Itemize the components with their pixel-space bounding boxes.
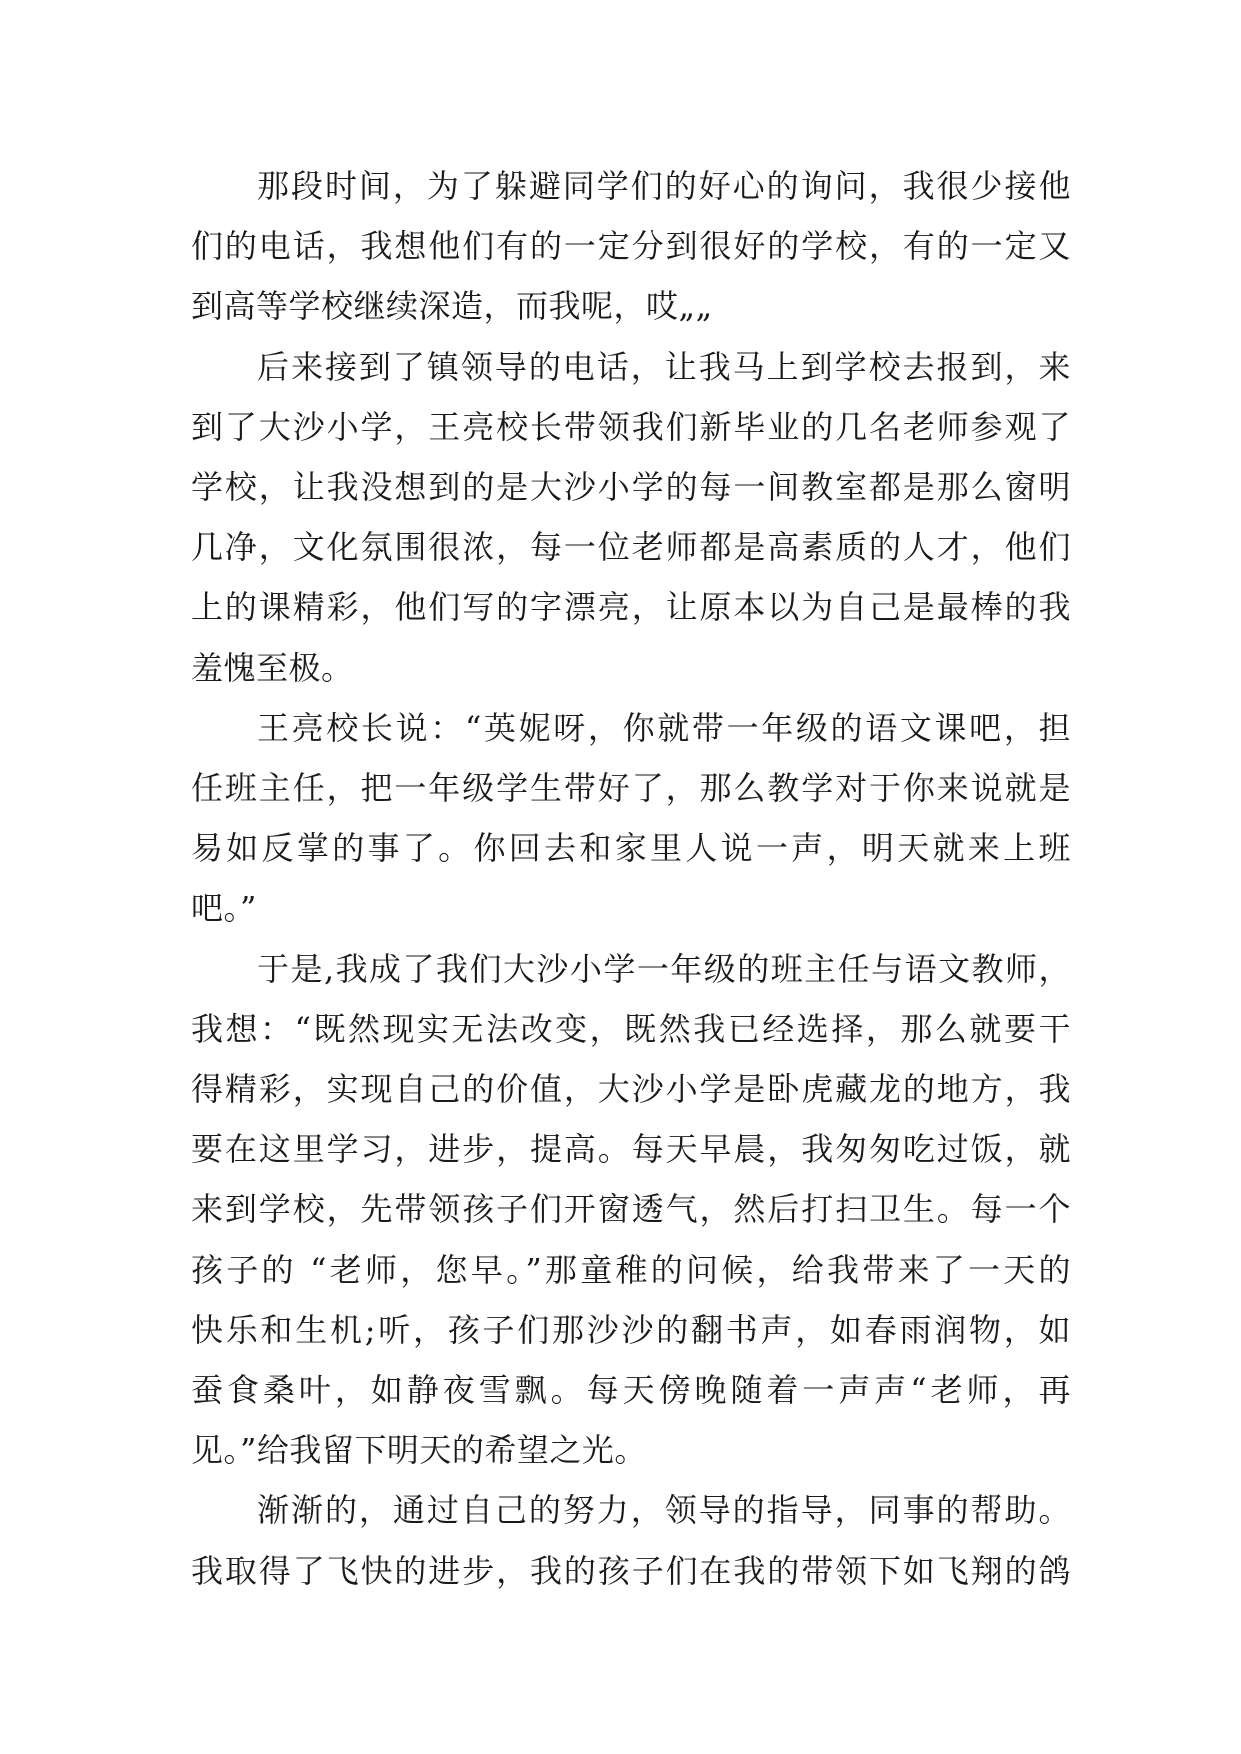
text-line: 于是,我成了我们大沙小学一年级的班主任与语文教师，: [257, 949, 1071, 988]
text-line: 几净，文化氛围很浓，每一位老师都是高素质的人才，他们: [191, 528, 1071, 567]
text-line: 学校，让我没想到的是大沙小学的每一间教室都是那么窗明: [191, 468, 1071, 507]
paragraph: [191, 698, 1071, 939]
text-line: 孩子的 “老师，您早。”那童稚的问候，给我带来了一天的: [191, 1250, 1071, 1289]
text-line: 易如反掌的事了。你回去和家里人说一声，明天就来上班: [191, 829, 1071, 868]
paragraph: [191, 939, 1071, 1481]
text-line: 蚕食桑叶，如静夜雪飘。每天傍晚随着一声声“老师，再: [191, 1371, 1071, 1410]
text-line: 到了大沙小学，王亮校长带领我们新毕业的几名老师参观了: [191, 407, 1071, 446]
text-line: 快乐和生机;听，孩子们那沙沙的翻书声，如春雨润物，如: [191, 1310, 1071, 1349]
text-line: 任班主任，把一年级学生带好了，那么教学对于你来说就是: [191, 769, 1071, 808]
paragraph: [191, 156, 1071, 337]
paragraph: [191, 1480, 1071, 1600]
text-line: 上的课精彩，他们写的字漂亮，让原本以为自己是最棒的我: [191, 588, 1071, 627]
text-line: 得精彩，实现自己的价值，大沙小学是卧虎藏龙的地方，我: [191, 1070, 1071, 1109]
text-line: 我取得了飞快的进步，我的孩子们在我的带领下如飞翔的鸽: [191, 1551, 1071, 1590]
text-line: 要在这里学习，进步，提高。每天早晨，我匆匆吃过饭，就: [191, 1130, 1071, 1169]
text-line: 到高等学校继续深造，而我呢，哎„„: [191, 287, 713, 326]
paragraph: [191, 337, 1071, 698]
text-line: 吧。”: [191, 889, 257, 928]
text-line: 后来接到了镇领导的电话，让我马上到学校去报到，来: [257, 347, 1071, 386]
text-line: 我想：“既然现实无法改变，既然我已经选择，那么就要干: [191, 1009, 1071, 1048]
text-line: 那段时间，为了躲避同学们的好心的询问，我很少接他: [257, 167, 1071, 205]
text-line: 王亮校长说：“英妮呀，你就带一年级的语文课吧，担: [257, 708, 1071, 747]
text-line: 见。”给我留下明天的希望之光。: [191, 1431, 647, 1470]
document-body: [191, 156, 1071, 1601]
text-line: 来到学校，先带领孩子们开窗透气，然后打扫卫生。每一个: [191, 1190, 1071, 1229]
text-line: 羞愧至极。: [191, 648, 354, 687]
text-line: 们的电话，我想他们有的一定分到很好的学校，有的一定又: [191, 227, 1071, 266]
text-line: 渐渐的，通过自己的努力，领导的指导，同事的帮助。: [257, 1491, 1071, 1530]
